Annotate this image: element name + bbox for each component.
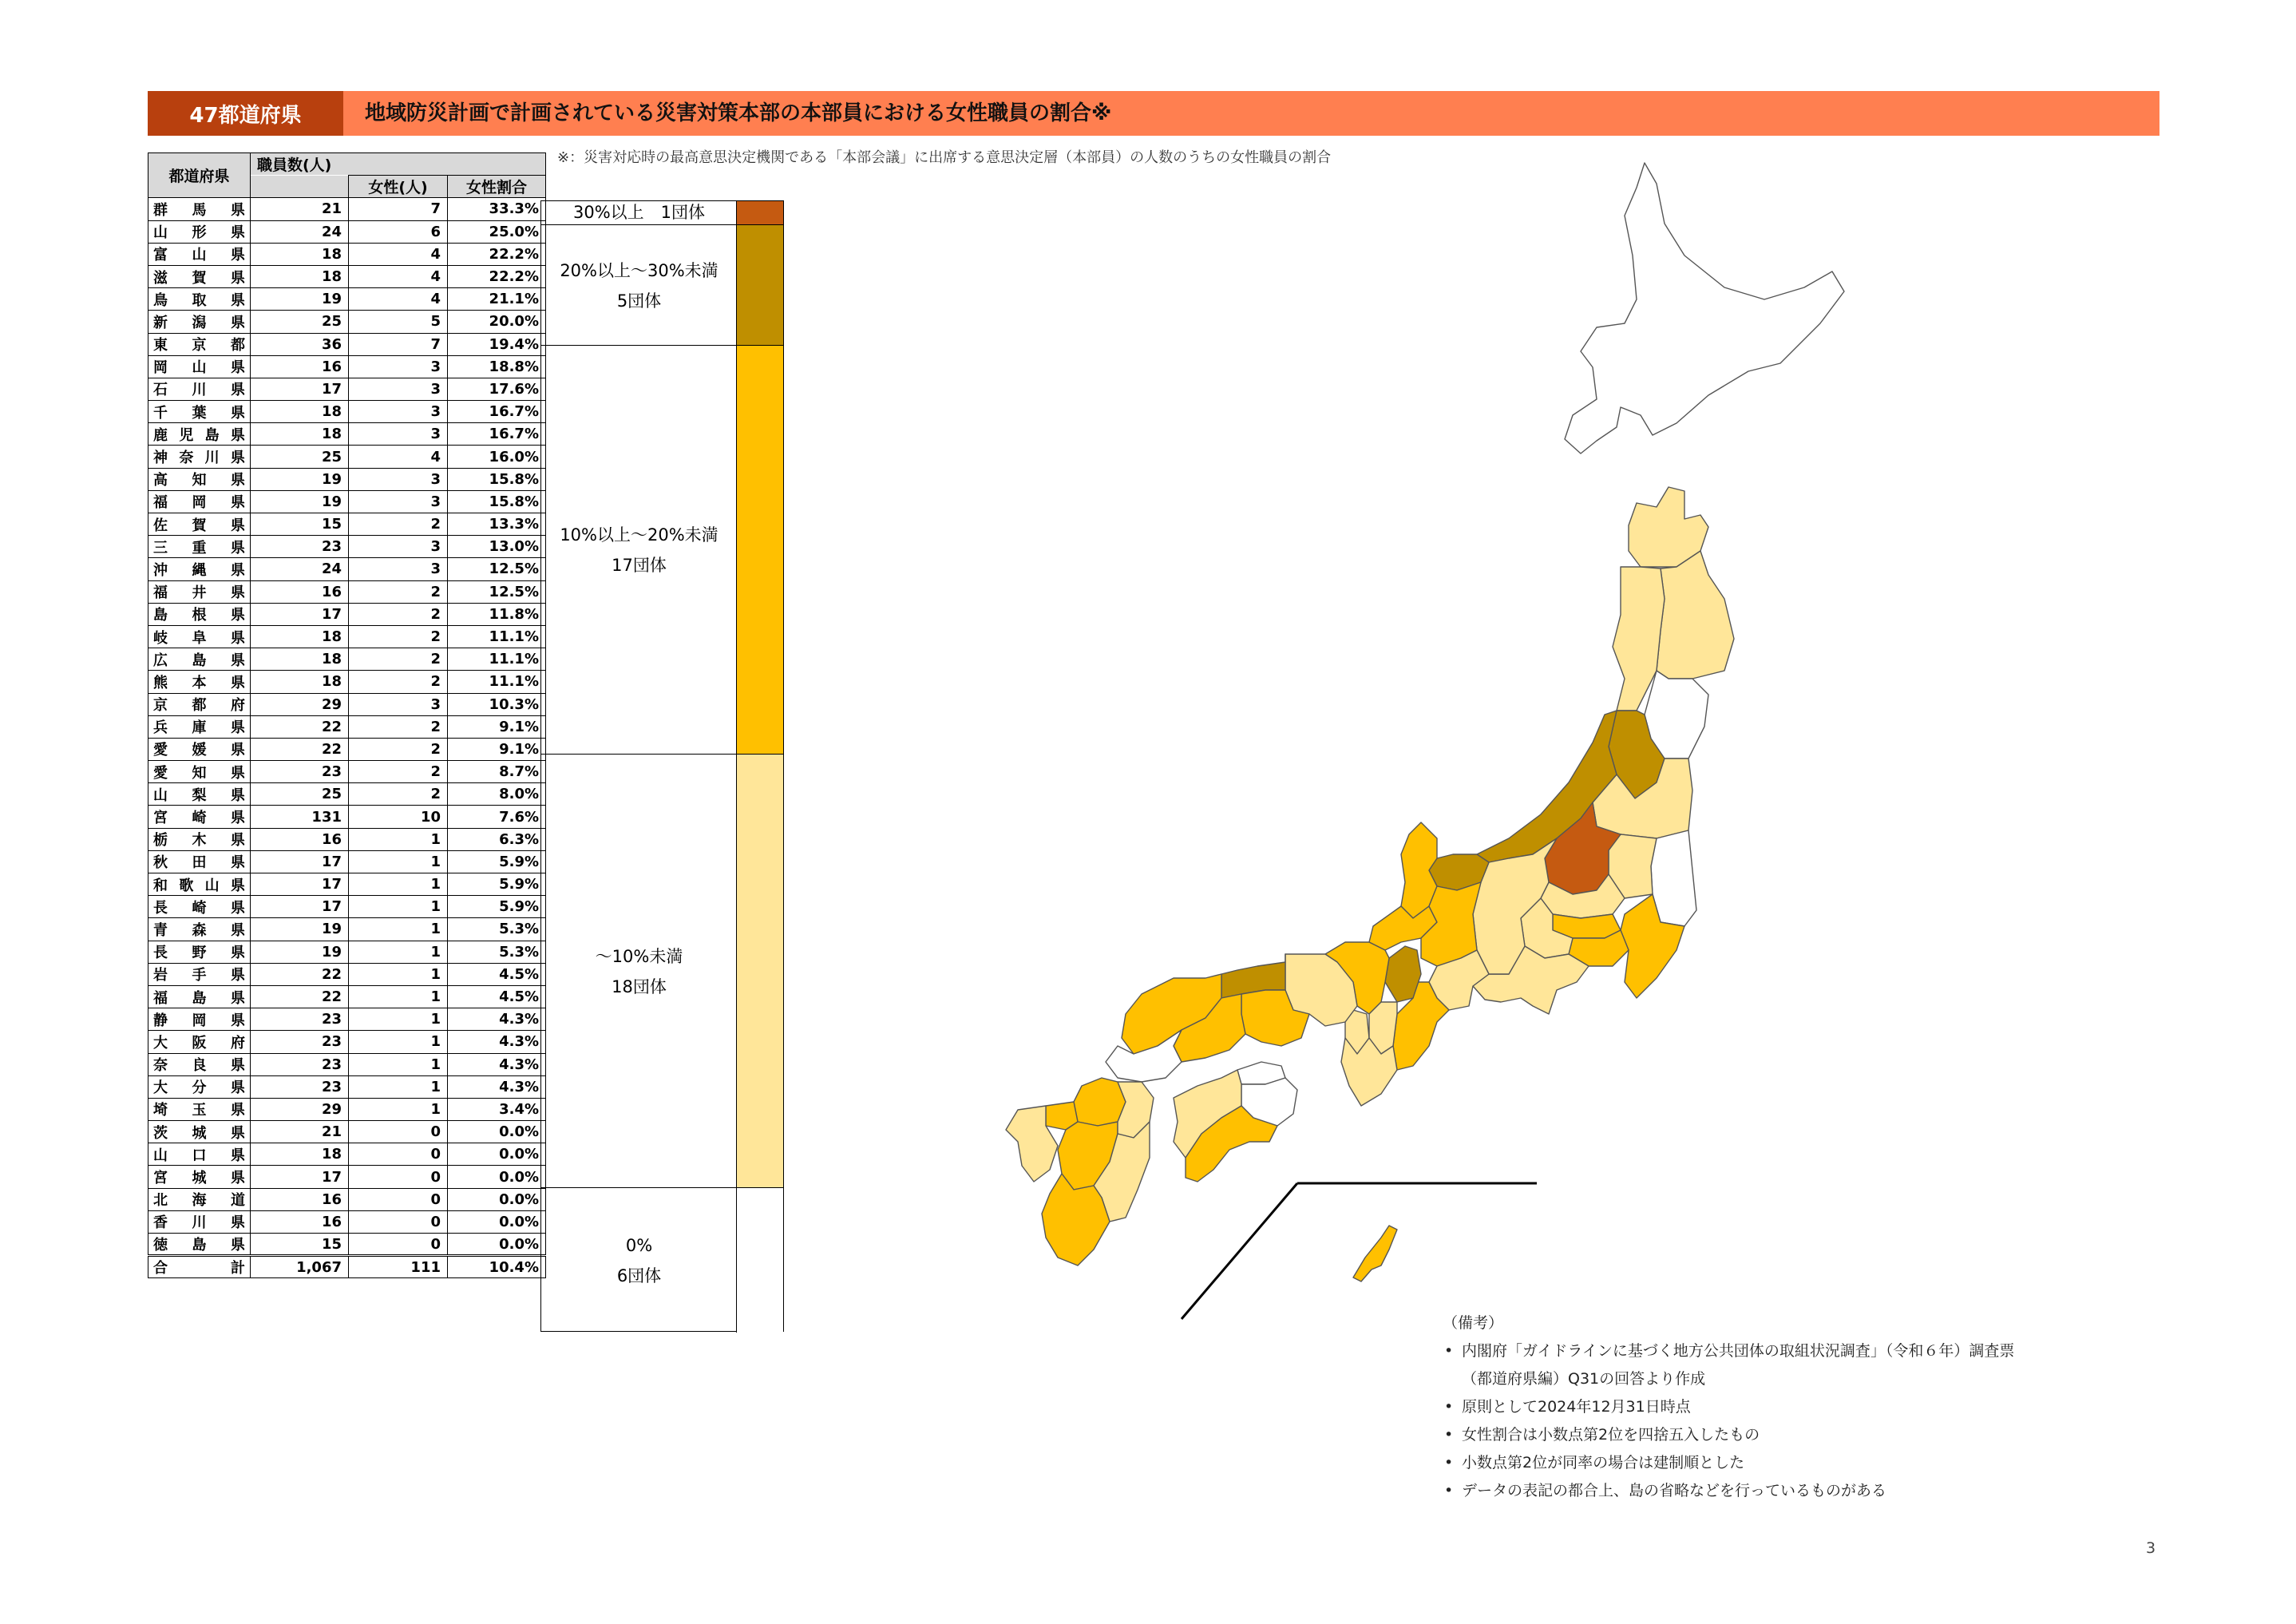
cell-pref: 広島県	[148, 648, 251, 671]
cell-pref: 静岡県	[148, 1008, 251, 1031]
cell-female: 3	[349, 536, 448, 558]
cell-female: 5	[349, 311, 448, 333]
table-row	[148, 783, 546, 806]
table-row	[148, 1143, 546, 1166]
cell-pref: 岐阜県	[148, 625, 251, 648]
cell-female: 2	[349, 603, 448, 625]
cell-ratio: 12.5%	[448, 580, 546, 603]
map-region-okinawa	[1353, 1226, 1397, 1281]
cell-staff: 25	[251, 311, 349, 333]
cell-staff: 16	[251, 1188, 349, 1210]
scope-badge: 47都道府県	[148, 91, 343, 136]
cell-ratio: 9.1%	[448, 738, 546, 760]
header-female: 女性(人)	[349, 176, 448, 198]
cell-pref: 香川県	[148, 1210, 251, 1233]
table-row	[148, 490, 546, 513]
table-row	[148, 1234, 546, 1256]
cell-female: 0	[349, 1143, 448, 1166]
cell-staff: 19	[251, 941, 349, 963]
cell-pref: 福井県	[148, 580, 251, 603]
remark-item: • 小数点第2位が同率の場合は建制順とした	[1443, 1449, 2014, 1477]
cell-female: 3	[349, 423, 448, 446]
map-region-iwate	[1657, 551, 1734, 679]
table-row	[148, 671, 546, 693]
cell-female: 7	[349, 198, 448, 220]
cell-ratio: 0.0%	[448, 1143, 546, 1166]
cell-female: 3	[349, 355, 448, 378]
cell-female: 0	[349, 1234, 448, 1256]
cell-staff: 22	[251, 985, 349, 1008]
cell-ratio: 9.1%	[448, 715, 546, 738]
cell-staff: 18	[251, 625, 349, 648]
cell-staff: 21	[251, 198, 349, 220]
table-row	[148, 603, 546, 625]
table-row	[148, 1166, 546, 1188]
table-row	[148, 1075, 546, 1098]
cell-ratio: 0.0%	[448, 1234, 546, 1256]
cell-pref: 富山県	[148, 243, 251, 265]
cell-pref: 福岡県	[148, 490, 251, 513]
cell-female: 1	[349, 873, 448, 896]
cell-female: 1	[349, 828, 448, 850]
table-row	[148, 288, 546, 311]
cell-female: 2	[349, 738, 448, 760]
table-row	[148, 806, 546, 828]
cell-staff: 23	[251, 1053, 349, 1075]
cell-female: 2	[349, 580, 448, 603]
cell-female: 3	[349, 693, 448, 715]
cell-ratio: 4.3%	[448, 1008, 546, 1031]
cell-female: 1	[349, 1031, 448, 1053]
cell-pref: 徳島県	[148, 1234, 251, 1256]
header-prefecture: 都道府県	[148, 153, 251, 198]
cell-pref: 高知県	[148, 468, 251, 490]
remark-item: • 内閣府「ガイドラインに基づく地方公共団体の取組状況調査」（令和６年）調査票	[1443, 1337, 2014, 1365]
cell-pref: 山形県	[148, 220, 251, 243]
table-row	[148, 985, 546, 1008]
cell-ratio: 0.0%	[448, 1210, 546, 1233]
legend-color-swatch	[736, 225, 783, 345]
cell-staff: 19	[251, 490, 349, 513]
legend-label: 10%以上～20%未満	[560, 525, 718, 545]
cell-female: 3	[349, 468, 448, 490]
table-row	[148, 468, 546, 490]
cell-ratio: 18.8%	[448, 355, 546, 378]
cell-ratio: 4.5%	[448, 963, 546, 985]
cell-staff: 23	[251, 1075, 349, 1098]
cell-ratio: 0.0%	[448, 1121, 546, 1143]
header-staff: 職員数(人)	[251, 153, 546, 176]
cell-ratio: 22.2%	[448, 265, 546, 287]
category-legend	[540, 200, 784, 1332]
table-row	[148, 1121, 546, 1143]
cell-staff: 21	[251, 1121, 349, 1143]
cell-staff: 36	[251, 333, 349, 355]
table-row	[148, 333, 546, 355]
cell-pref: 大分県	[148, 1075, 251, 1098]
table-row	[148, 941, 546, 963]
cell-female: 111	[349, 1256, 448, 1278]
japan-map	[878, 152, 2195, 1333]
cell-staff: 19	[251, 288, 349, 311]
cell-pref: 島根県	[148, 603, 251, 625]
cell-ratio: 8.7%	[448, 761, 546, 783]
cell-ratio: 13.0%	[448, 536, 546, 558]
table-row	[148, 536, 546, 558]
table-row	[148, 1008, 546, 1031]
cell-female: 2	[349, 625, 448, 648]
cell-staff: 15	[251, 513, 349, 536]
cell-ratio: 4.3%	[448, 1031, 546, 1053]
cell-ratio: 5.9%	[448, 850, 546, 873]
legend-count: 18団体	[612, 976, 667, 996]
cell-pref: 愛知県	[148, 761, 251, 783]
remark-item: • 女性割合は小数点第2位を四捨五入したもの	[1443, 1421, 2014, 1449]
legend-label: ～10%未満	[595, 946, 683, 966]
table-row	[148, 1210, 546, 1233]
legend-count: 6団体	[616, 1266, 662, 1285]
legend-group	[541, 346, 783, 755]
legend-count: 17団体	[612, 556, 667, 576]
page-number: 3	[2146, 1539, 2156, 1557]
cell-pref: 熊本県	[148, 671, 251, 693]
cell-ratio: 25.0%	[448, 220, 546, 243]
cell-pref: 愛媛県	[148, 738, 251, 760]
table-row	[148, 1188, 546, 1210]
cell-ratio: 15.8%	[448, 468, 546, 490]
cell-staff: 18	[251, 243, 349, 265]
cell-ratio: 21.1%	[448, 288, 546, 311]
table-row	[148, 850, 546, 873]
cell-ratio: 7.6%	[448, 806, 546, 828]
cell-female: 1	[349, 1053, 448, 1075]
cell-ratio: 16.7%	[448, 401, 546, 423]
cell-pref: 岩手県	[148, 963, 251, 985]
cell-staff: 23	[251, 536, 349, 558]
cell-ratio: 22.2%	[448, 243, 546, 265]
table-row	[148, 220, 546, 243]
legend-count: 1団体	[660, 203, 706, 222]
cell-ratio: 0.0%	[448, 1188, 546, 1210]
cell-pref: 佐賀県	[148, 513, 251, 536]
table-body	[148, 198, 546, 1278]
cell-staff: 18	[251, 671, 349, 693]
table-row	[148, 401, 546, 423]
cell-ratio: 4.3%	[448, 1075, 546, 1098]
cell-staff: 23	[251, 761, 349, 783]
legend-label: 30%以上	[572, 203, 644, 222]
table-row	[148, 446, 546, 468]
cell-pref: 新潟県	[148, 311, 251, 333]
table-row	[148, 1031, 546, 1053]
cell-pref: 埼玉県	[148, 1098, 251, 1120]
table-row	[148, 918, 546, 941]
cell-female: 0	[349, 1188, 448, 1210]
cell-staff: 25	[251, 783, 349, 806]
cell-pref: 岡山県	[148, 355, 251, 378]
table-row	[148, 896, 546, 918]
cell-pref: 沖縄県	[148, 558, 251, 580]
cell-pref: 宮城県	[148, 1166, 251, 1188]
table-row	[148, 625, 546, 648]
cell-female: 3	[349, 558, 448, 580]
cell-staff: 15	[251, 1234, 349, 1256]
cell-staff: 22	[251, 963, 349, 985]
cell-ratio: 11.1%	[448, 648, 546, 671]
cell-ratio: 6.3%	[448, 828, 546, 850]
page-title: 地域防災計画で計画されている災害対策本部の本部員における女性職員の割合※	[365, 101, 1112, 125]
cell-female: 4	[349, 265, 448, 287]
cell-pref: 長崎県	[148, 896, 251, 918]
cell-ratio: 10.3%	[448, 693, 546, 715]
cell-pref: 滋賀県	[148, 265, 251, 287]
cell-staff: 19	[251, 468, 349, 490]
legend-group	[541, 755, 783, 1188]
cell-pref: 兵庫県	[148, 715, 251, 738]
table-row	[148, 1098, 546, 1120]
remark-item: • 原則として2024年12月31日時点	[1443, 1393, 2014, 1421]
table-row	[148, 243, 546, 265]
legend-color-swatch	[736, 755, 783, 1187]
cell-pref: 宮崎県	[148, 806, 251, 828]
okinawa-inset-frame-diagonal	[1182, 1183, 1297, 1319]
cell-staff: 19	[251, 918, 349, 941]
table-row	[148, 873, 546, 896]
cell-staff: 17	[251, 603, 349, 625]
cell-staff: 24	[251, 220, 349, 243]
cell-ratio: 12.5%	[448, 558, 546, 580]
cell-female: 0	[349, 1210, 448, 1233]
cell-ratio: 11.1%	[448, 625, 546, 648]
cell-staff: 25	[251, 446, 349, 468]
cell-pref: 合計	[148, 1256, 251, 1278]
cell-staff: 16	[251, 1210, 349, 1233]
prefecture-table	[148, 152, 546, 1278]
cell-pref: 北海道	[148, 1188, 251, 1210]
legend-group	[541, 1188, 783, 1333]
cell-female: 2	[349, 761, 448, 783]
cell-ratio: 19.4%	[448, 333, 546, 355]
definition-note: ※：災害対応時の最高意思決定機関である「本部会議」に出席する意思決定層（本部員）の人数のうちの女性職員の割合	[557, 149, 1332, 166]
table-row	[148, 558, 546, 580]
cell-female: 10	[349, 806, 448, 828]
cell-staff: 17	[251, 1166, 349, 1188]
table-row	[148, 715, 546, 738]
cell-female: 1	[349, 896, 448, 918]
legend-group	[541, 201, 783, 225]
cell-ratio: 33.3%	[448, 198, 546, 220]
cell-staff: 18	[251, 1143, 349, 1166]
cell-pref: 奈良県	[148, 1053, 251, 1075]
cell-pref: 石川県	[148, 378, 251, 400]
cell-pref: 長野県	[148, 941, 251, 963]
cell-staff: 23	[251, 1008, 349, 1031]
cell-pref: 福島県	[148, 985, 251, 1008]
cell-staff: 17	[251, 896, 349, 918]
cell-female: 1	[349, 985, 448, 1008]
cell-staff: 22	[251, 738, 349, 760]
cell-staff: 131	[251, 806, 349, 828]
cell-staff: 16	[251, 580, 349, 603]
cell-female: 3	[349, 401, 448, 423]
cell-ratio: 17.6%	[448, 378, 546, 400]
legend-count: 5団体	[616, 291, 662, 311]
map-region-fukuoka	[1074, 1078, 1126, 1126]
cell-staff: 24	[251, 558, 349, 580]
cell-pref: 和歌山県	[148, 873, 251, 896]
cell-ratio: 5.9%	[448, 896, 546, 918]
cell-ratio: 8.0%	[448, 783, 546, 806]
table-row	[148, 311, 546, 333]
cell-staff: 18	[251, 265, 349, 287]
cell-female: 4	[349, 243, 448, 265]
cell-female: 1	[349, 941, 448, 963]
total-row	[148, 1256, 546, 1278]
header-ratio: 女性割合	[448, 176, 546, 198]
cell-staff: 29	[251, 1098, 349, 1120]
cell-staff: 16	[251, 828, 349, 850]
cell-staff: 29	[251, 693, 349, 715]
map-region-hokkaido	[1565, 163, 1844, 454]
cell-staff: 17	[251, 378, 349, 400]
legend-color-swatch	[736, 201, 783, 224]
cell-female: 1	[349, 1098, 448, 1120]
table-row	[148, 828, 546, 850]
cell-pref: 秋田県	[148, 850, 251, 873]
cell-female: 2	[349, 783, 448, 806]
cell-pref: 三重県	[148, 536, 251, 558]
legend-group	[541, 225, 783, 346]
cell-ratio: 11.1%	[448, 671, 546, 693]
cell-ratio: 15.8%	[448, 490, 546, 513]
cell-staff: 18	[251, 648, 349, 671]
cell-ratio: 3.4%	[448, 1098, 546, 1120]
cell-ratio: 16.7%	[448, 423, 546, 446]
cell-staff: 1,067	[251, 1256, 349, 1278]
remarks	[1443, 1309, 2014, 1505]
cell-female: 2	[349, 671, 448, 693]
table-row	[148, 693, 546, 715]
cell-ratio: 16.0%	[448, 446, 546, 468]
cell-female: 4	[349, 446, 448, 468]
cell-female: 1	[349, 1075, 448, 1098]
cell-pref: 栃木県	[148, 828, 251, 850]
cell-ratio: 0.0%	[448, 1166, 546, 1188]
cell-female: 2	[349, 513, 448, 536]
cell-staff: 23	[251, 1031, 349, 1053]
cell-pref: 群馬県	[148, 198, 251, 220]
remarks-heading: （備考）	[1443, 1314, 1504, 1332]
cell-staff: 16	[251, 355, 349, 378]
cell-pref: 青森県	[148, 918, 251, 941]
cell-female: 3	[349, 490, 448, 513]
legend-color-swatch	[736, 1188, 783, 1333]
table-row	[148, 198, 546, 220]
cell-ratio: 5.9%	[448, 873, 546, 896]
cell-pref: 茨城県	[148, 1121, 251, 1143]
legend-label: 20%以上～30%未満	[560, 260, 718, 280]
cell-female: 0	[349, 1166, 448, 1188]
cell-female: 1	[349, 963, 448, 985]
cell-female: 1	[349, 918, 448, 941]
cell-pref: 神奈川県	[148, 446, 251, 468]
legend-color-swatch	[736, 346, 783, 755]
cell-staff: 17	[251, 873, 349, 896]
table-row	[148, 513, 546, 536]
cell-pref: 大阪府	[148, 1031, 251, 1053]
cell-pref: 山口県	[148, 1143, 251, 1166]
cell-ratio: 5.3%	[448, 918, 546, 941]
cell-female: 7	[349, 333, 448, 355]
cell-pref: 山梨県	[148, 783, 251, 806]
cell-female: 2	[349, 715, 448, 738]
cell-pref: 東京都	[148, 333, 251, 355]
table-row	[148, 355, 546, 378]
cell-staff: 18	[251, 401, 349, 423]
cell-ratio: 4.5%	[448, 985, 546, 1008]
cell-pref: 鹿児島県	[148, 423, 251, 446]
remark-item: • データの表記の都合上、島の省略などを行っているものがある	[1443, 1477, 2014, 1505]
table-row	[148, 1053, 546, 1075]
cell-ratio: 11.8%	[448, 603, 546, 625]
table-row	[148, 648, 546, 671]
page-header	[148, 91, 2159, 136]
legend-label: 0%	[625, 1235, 653, 1255]
table-row	[148, 580, 546, 603]
cell-staff: 22	[251, 715, 349, 738]
cell-ratio: 13.3%	[448, 513, 546, 536]
table-row	[148, 423, 546, 446]
cell-female: 1	[349, 1008, 448, 1031]
cell-ratio: 5.3%	[448, 941, 546, 963]
table-row	[148, 738, 546, 760]
table-row	[148, 963, 546, 985]
cell-female: 1	[349, 850, 448, 873]
cell-female: 0	[349, 1121, 448, 1143]
table-row	[148, 265, 546, 287]
cell-female: 4	[349, 288, 448, 311]
cell-pref: 千葉県	[148, 401, 251, 423]
cell-ratio: 10.4%	[448, 1256, 546, 1278]
table-row	[148, 761, 546, 783]
cell-pref: 鳥取県	[148, 288, 251, 311]
cell-staff: 18	[251, 423, 349, 446]
cell-pref: 京都府	[148, 693, 251, 715]
table-row	[148, 378, 546, 400]
cell-ratio: 20.0%	[448, 311, 546, 333]
remark-item-continuation: （都道府県編）Q31の回答より作成	[1462, 1370, 1706, 1388]
cell-female: 3	[349, 378, 448, 400]
cell-staff: 17	[251, 850, 349, 873]
cell-female: 2	[349, 648, 448, 671]
cell-female: 6	[349, 220, 448, 243]
cell-ratio: 4.3%	[448, 1053, 546, 1075]
